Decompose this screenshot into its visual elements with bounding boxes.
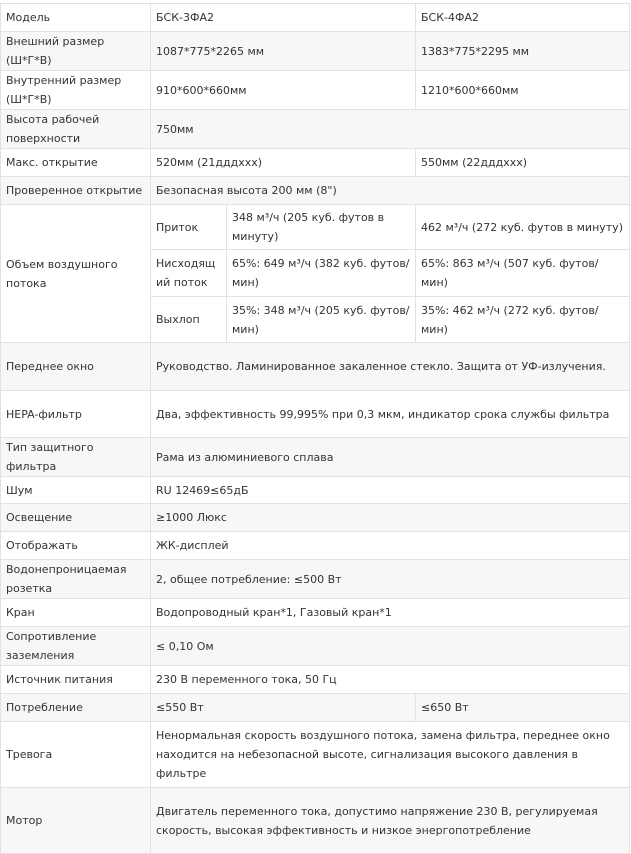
value-socket: 2, общее потребление: ≤500 Вт (151, 560, 630, 599)
row-filter-type (1, 438, 630, 477)
value-downflow-2: 65%: 863 м³/ч (507 куб. футов/мин) (416, 250, 630, 297)
value-inner-size-2: 1210*600*660мм (416, 71, 630, 110)
row-label: Освещение (1, 504, 151, 532)
value-inflow-2: 462 м³/ч (272 куб. футов в минуту) (416, 205, 630, 250)
row-label: Тип защитного фильтра (1, 438, 151, 477)
sublabel-downflow: Нисходящий поток (151, 250, 227, 297)
row-power-source (1, 666, 630, 694)
value-consumption-2: ≤650 Вт (416, 694, 630, 722)
row-label: Модель (1, 4, 151, 32)
value-model-2: БСК-4ФА2 (416, 4, 630, 32)
value-filter-type: Рама из алюминиевого сплава (151, 438, 630, 477)
row-label-airflow: Объем воздушного потока (1, 205, 151, 343)
value-noise: RU 12469≤65дБ (151, 477, 630, 504)
value-max-opening-2: 550мм (22дддххх) (416, 149, 630, 177)
row-label: Источник питания (1, 666, 151, 694)
value-inner-size-1: 910*600*660мм (151, 71, 416, 110)
row-label: HEPA-фильтр (1, 391, 151, 438)
row-label: Макс. открытие (1, 149, 151, 177)
row-max-opening (1, 149, 630, 177)
value-max-opening-1: 520мм (21дддххх) (151, 149, 416, 177)
row-label: Кран (1, 599, 151, 627)
sublabel-inflow: Приток (151, 205, 227, 250)
row-label: Высота рабочей поверхности (1, 110, 151, 149)
row-model (1, 4, 630, 32)
row-outer-size (1, 32, 630, 71)
row-work-height (1, 110, 630, 149)
row-label: Внутренний размер (Ш*Г*В) (1, 71, 151, 110)
value-tap: Водопроводный кран*1, Газовый кран*1 (151, 599, 630, 627)
row-lighting (1, 504, 630, 532)
value-work-height: 750мм (151, 110, 630, 149)
row-socket (1, 560, 630, 599)
value-front-window: Руководство. Ламинированное закаленное стекло. Защита от УФ-излучения. (151, 343, 630, 391)
row-label: Водонепроницаемая розетка (1, 560, 151, 599)
row-label: Внешний размер (Ш*Г*В) (1, 32, 151, 71)
value-hepa: Два, эффективность 99,995% при 0,3 мкм, индикатор срока службы фильтра (151, 391, 630, 438)
row-label: Проверенное открытие (1, 177, 151, 205)
row-display (1, 532, 630, 560)
row-noise (1, 477, 630, 504)
row-label: Отображать (1, 532, 151, 560)
value-outer-size-1: 1087*775*2265 мм (151, 32, 416, 71)
spec-table (0, 3, 630, 854)
value-consumption-1: ≤550 Вт (151, 694, 416, 722)
value-alarm: Ненормальная скорость воздушного потока, замена фильтра, переднее окно находится на небезопасной высоте, сигнализация высокого давления в фильтре (151, 722, 630, 788)
row-tap (1, 599, 630, 627)
row-hepa (1, 391, 630, 438)
row-airflow-inflow (1, 205, 630, 250)
value-exhaust-2: 35%: 462 м³/ч (272 куб. футов/мин) (416, 297, 630, 343)
row-motor (1, 788, 630, 854)
value-downflow-1: 65%: 649 м³/ч (382 куб. футов/мин) (227, 250, 416, 297)
row-alarm (1, 722, 630, 788)
value-grounding: ≤ 0,10 Ом (151, 627, 630, 666)
row-consumption (1, 694, 630, 722)
value-exhaust-1: 35%: 348 м³/ч (205 куб. футов/мин) (227, 297, 416, 343)
row-inner-size (1, 71, 630, 110)
sublabel-exhaust: Выхлоп (151, 297, 227, 343)
row-grounding (1, 627, 630, 666)
value-lighting: ≥1000 Люкс (151, 504, 630, 532)
row-label: Шум (1, 477, 151, 504)
value-power-source: 230 В переменного тока, 50 Гц (151, 666, 630, 694)
row-label: Потребление (1, 694, 151, 722)
row-label: Сопротивление заземления (1, 627, 151, 666)
row-label: Тревога (1, 722, 151, 788)
value-tested-opening: Безопасная высота 200 мм (8") (151, 177, 630, 205)
value-outer-size-2: 1383*775*2295 мм (416, 32, 630, 71)
row-tested-opening (1, 177, 630, 205)
value-inflow-1: 348 м³/ч (205 куб. футов в минуту) (227, 205, 416, 250)
row-label: Мотор (1, 788, 151, 854)
value-display: ЖК-дисплей (151, 532, 630, 560)
row-label: Переднее окно (1, 343, 151, 391)
row-front-window (1, 343, 630, 391)
value-motor: Двигатель переменного тока, допустимо напряжение 230 В, регулируемая скорость, высокая эффективность и низкое энергопотребление (151, 788, 630, 854)
value-model-1: БСК-3ФА2 (151, 4, 416, 32)
